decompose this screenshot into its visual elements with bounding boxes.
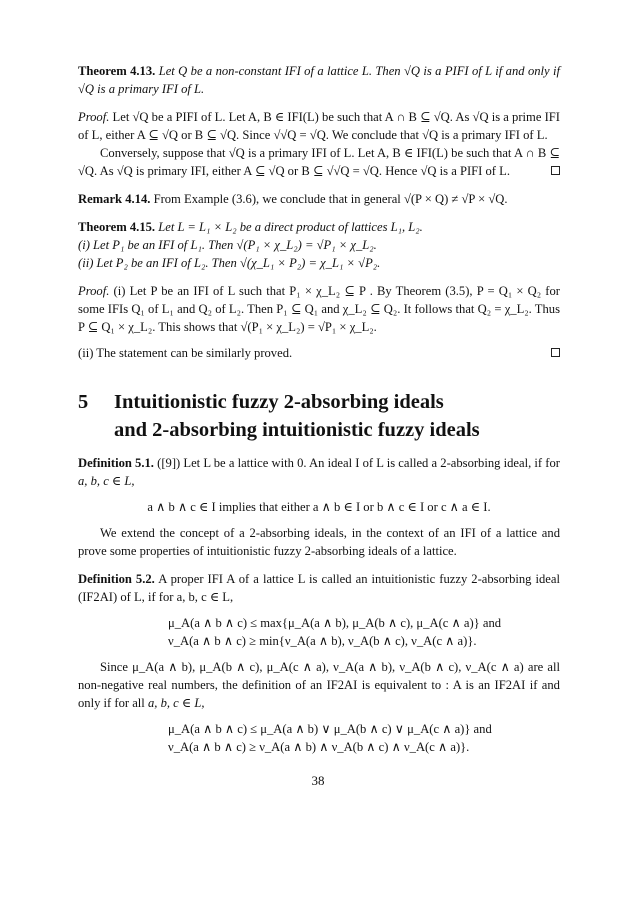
theorem-4-13 bbox=[78, 62, 560, 98]
paragraph bbox=[78, 658, 560, 712]
proof-text: Conversely, suppose that √Q is a primary IFI of L. Let A, B ∈ IFI(L) be such that bbox=[100, 146, 512, 160]
proof-label: Proof. bbox=[78, 110, 110, 124]
display-equation bbox=[78, 498, 560, 516]
theorem-text: √Q is a primary IFI of L. bbox=[78, 82, 205, 96]
page-number: 38 bbox=[311, 773, 325, 788]
section-heading bbox=[78, 388, 560, 444]
theorem-label: Theorem 4.15. bbox=[78, 220, 156, 234]
theorem-4-15 bbox=[78, 218, 560, 272]
definition-label: Definition 5.1. bbox=[78, 456, 154, 470]
equation-text: ν_A(a ∧ b ∧ c) ≥ ν_A(a ∧ b) ∧ ν_A(b ∧ c) ∧ ν_A(c ∧ a)}. bbox=[168, 740, 470, 754]
equation-text: a ∧ b ∧ c ∈ I implies that either a ∧ b ∈ I or b ∧ c ∈ I or c ∧ a ∈ I. bbox=[147, 500, 491, 514]
remark-label: Remark 4.14. bbox=[78, 192, 151, 206]
paper-page bbox=[78, 0, 560, 820]
qed-symbol bbox=[551, 166, 560, 175]
proof-4-13 bbox=[78, 108, 560, 144]
definition-text: ([9]) Let L be a lattice with 0. An ideal I of L is called a 2-absorbing ideal, if for bbox=[157, 456, 560, 470]
qed-symbol bbox=[551, 348, 560, 357]
theorem-text: Let L = L₁ × L₂ be a direct product of lattices L₁, L₂. bbox=[158, 220, 423, 234]
section-title-line1: Intuitionistic fuzzy 2-absorbing ideals bbox=[114, 391, 444, 413]
proof-text: IFI of L. bbox=[504, 128, 548, 142]
theorem-item-ii: (ii) Let P₂ be an IFI of L₂. Then √(χ_L₁ × P₂) = χ_L₁ × √P₂. bbox=[78, 256, 381, 270]
proof-4-13-converse bbox=[78, 144, 560, 180]
equation-text: ν_A(a ∧ b ∧ c) ≥ min{ν_A(a ∧ b), ν_A(b ∧ c), ν_A(c ∧ a)}. bbox=[168, 634, 477, 648]
equation-text: μ_A(a ∧ b ∧ c) ≤ μ_A(a ∧ b) ∨ μ_A(b ∧ c) ∨ μ_A(c ∧ a)} and bbox=[168, 722, 492, 736]
paragraph-text: Since μ_A(a ∧ b), μ_A(b ∧ c), μ_A(c ∧ a), ν_A(a ∧ b), ν_A(b ∧ c), ν_A(c ∧ a) are all non-negative bbox=[78, 660, 560, 692]
proof-text: (i) Let P be an IFI of L such that P₁ × χ_L₂ ⊆ P . By Theorem (3.5), P = Q₁ × Q₂ for bbox=[113, 284, 560, 298]
definition-label: Definition 5.2. bbox=[78, 572, 155, 586]
section-number: 5 bbox=[78, 391, 89, 413]
theorem-label: Theorem 4.13. bbox=[78, 64, 156, 78]
paragraph-text: We extend the concept of a 2-absorbing ideals, in the context of an IFI of a lattice and prove bbox=[78, 526, 560, 558]
display-equation-group bbox=[78, 614, 560, 650]
proof-4-15 bbox=[78, 282, 560, 336]
paragraph bbox=[78, 524, 560, 560]
proof-label: Proof. bbox=[78, 284, 110, 298]
definition-text: a, b, c ∈ L, bbox=[78, 474, 135, 488]
theorem-item-i: (i) Let P₁ be an IFI of L₁. Then √(P₁ × χ_L₂) = √P₁ × χ_L₂. bbox=[78, 238, 377, 252]
proof-text: IFI of L, either A ⊆ √Q or B ⊆ √Q. Since √√Q = √Q. We conclude that √Q is a primary bbox=[78, 110, 560, 142]
section-title-line2: and 2-absorbing intuitionistic fuzzy ideals bbox=[114, 419, 480, 441]
proof-text: (ii) The statement can be similarly proved. bbox=[78, 346, 293, 360]
display-equation-group bbox=[78, 720, 560, 756]
definition-text: A proper IFI A of a lattice L is called an intuitionistic fuzzy 2-absorbing ideal bbox=[158, 572, 560, 586]
remark-text: From Example (3.6), we conclude that in general √(P × Q) ≠ √P × √Q. bbox=[153, 192, 508, 206]
paragraph-text: real numbers, the definition of an IF2AI is equivalent to : A is an IF2AI if and only if for all bbox=[78, 678, 560, 710]
proof-4-15-ii bbox=[78, 344, 560, 362]
proof-text: is a PIFI of L. bbox=[439, 164, 510, 178]
definition-5-1 bbox=[78, 454, 560, 490]
definition-5-2 bbox=[78, 570, 560, 606]
proof-text: P ⊆ Q₁ × χ_L₂. This shows that √(P₁ × χ_L₂) = √P₁ × χ_L₂. bbox=[78, 320, 377, 334]
definition-text: (IF2AI) of L, if for a, b, c ∈ L, bbox=[78, 590, 234, 604]
equation-text: μ_A(a ∧ b ∧ c) ≤ max{μ_A(a ∧ b), μ_A(b ∧ c), μ_A(c ∧ a)} and bbox=[168, 616, 502, 630]
proof-text: Let √Q be a PIFI of L. Let A, B ∈ IFI(L) be such that A ∩ B ⊆ √Q. As √Q is a prime bbox=[112, 110, 542, 124]
paragraph-text: some properties of intuitionistic fuzzy 2-absorbing ideals of a lattice. bbox=[109, 544, 457, 558]
proof-text: A ∩ B ⊆ √Q. As √Q is primary IFI, either A ⊆ √Q or B ⊆ √√Q = √Q. Hence √Q bbox=[78, 146, 560, 178]
proof-text: some IFIs Q₁ of L₁ and Q₂ of L₂. Then P₁ ⊆ Q₁ and χ_L₂ ⊆ Q₂. It follows that Q₂ = χ_L₂. Thus bbox=[78, 302, 560, 316]
remark-4-14 bbox=[78, 190, 560, 208]
theorem-text: Let Q be a non-constant IFI of a lattice L. Then √Q is a PIFI of L if and only if bbox=[158, 64, 561, 78]
paragraph-text: a, b, c ∈ L, bbox=[147, 696, 205, 710]
